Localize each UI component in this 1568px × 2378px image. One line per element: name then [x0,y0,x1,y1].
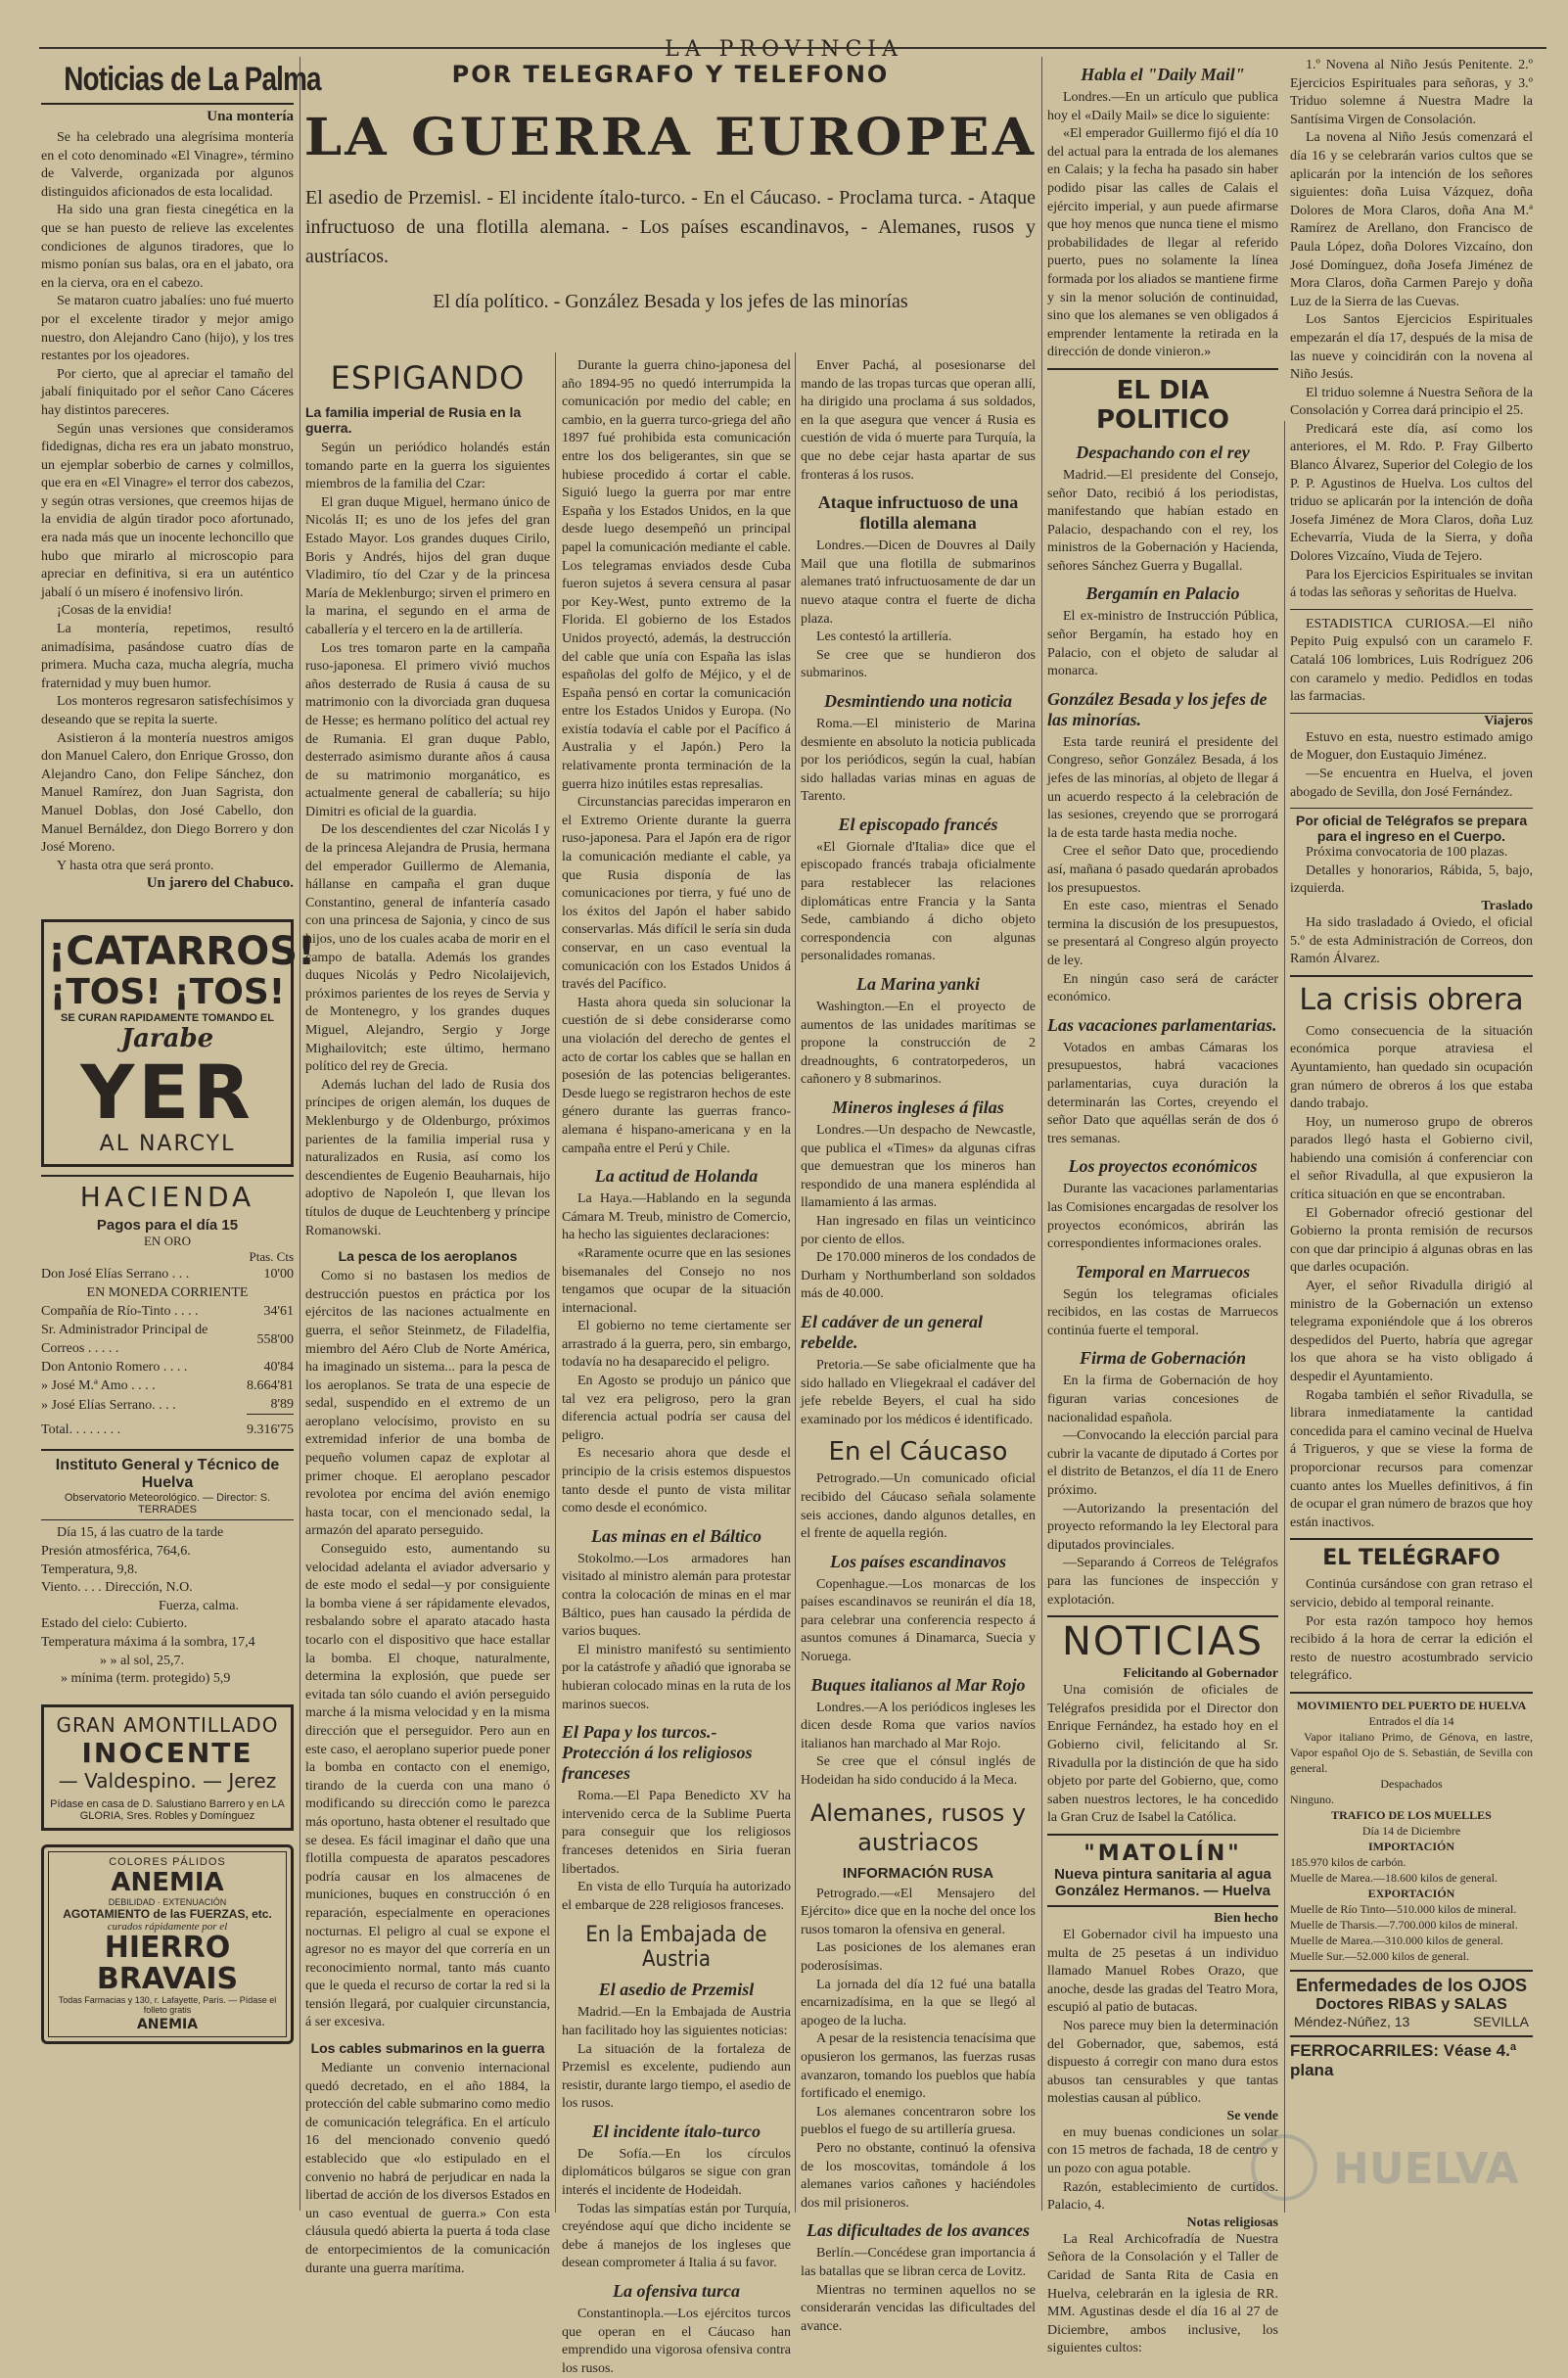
archive-seal-icon [1245,2128,1539,2207]
ad-catarros: ¡CATARROS! ¡TOS! ¡TOS! SE CURAN RAPIDAMENTE TOMANDO EL Jarabe YER AL NARCYL [41,919,294,1167]
column-3 [562,357,791,2378]
ojos-address: Méndez-Núñez, 13 [1294,2013,1410,2029]
article-heading: Los proyectos económicos [1068,1156,1258,1177]
article-body: Mediante un convenio internacional quedó decretado, en el año 1884, la protección del cable submarino como medio de comunicación telegráfica. En el artículo 16 del mencionado convenio quedó establecido que «lo estipulado en el convenio no habrá de perjudicar en nada la libertad de acción de los diversos Estados en un caso eventual de guerra.» Con esta cláusula quedó abierta la puerta á toda clase de entorpecimientos de la comunicación durante una guerra marítima. [305,2061,550,2276]
article-body: Madrid.—En la Embajada de Austria han facilitado hoy las siguientes noticias: La situación de la fortaleza de Przemisl es excelente, pudiendo aun resistir, durante largo tiempo, el asedio de los rusos. [562,2005,792,2112]
article-heading: Buques italianos al Mar Rojo [810,1674,1026,1695]
article-body: El ex-ministro de Instrucción Pública, señor Bergamín, ha estado hoy en Palacio, con el objeto de saludar al monarca. [1047,609,1278,679]
article-body: Petrogrado.—«El Mensajero del Ejército» dice que en la noche del once los rusos tomaron la ofensiva en general. Las posiciones de los alemanes eran poderosísimas. La jornada del día 12 fué una batalla encarnizadísima, en la que se llegó al apogeo de la lucha. A pesar de la resistencia tenacísima que opusieron los germanos, las fuerzas rusas avanzaron, tomando los pueblos que había fortificado el enemigo. Los alemanes concentraron sobre los pueblos el fuego de su artillería gruesa. Pero no obstante, continuó la ofensiva de los moscovitas, tomándole á los alemanes varios cañones y haciéndoles dos mil prisioneros. [801,1886,1036,2211]
archive-stamp [1245,2128,1539,2207]
divider [1290,1692,1533,1694]
article-heading: Los cables submarinos en la guerra [310,2040,545,2057]
banner-kicker: POR TELEGRAFO Y TELEFONO [451,61,890,88]
instituto-title: Instituto General y Técnico de Huelva [55,1457,280,1492]
article-heading: La ofensiva turca [613,2281,740,2302]
divider [1290,808,1533,809]
article-heading: La pesca de los aeroplanos [338,1248,518,1265]
article-body: Roma.—El ministerio de Marina desmiente en absoluto la noticia publicada por los periódicos, según la cual, habían sido halladas varias minas en aguas de Tarento. [801,716,1036,805]
article-body: La Real Archicofradía de Nuestra Señora de la Consolación y el Taller de Caridad de Santa Rita de Casia en Huelva, celebrarán en la iglesia de RR. MM. Agustinas desde el día 16 al 27 de Diciembre, ambos inclusive, los siguientes cultos: [1047,2231,1278,2356]
article-body: Se ha celebrado una alegrísima montería en el coto denominado «El Vinagre», término de Valverde, organizada por algunos distinguidos aficionados de esta localidad. Ha sido una gran fiesta cinegética en la que se han puesto de relieve las excelentes condiciones de algunos tiradores, que lo mismo ponían sus balas, ora en el jabato, ora en la cierva, ora en el cabezo. Se mataron cuatro jabalíes: uno fué muerto por el excelente tirador y mejor amigo nuestro, don Alejandro Cano (hijo), y los tres restantes por los ojeadores. Por cierto, que al apreciar el tamaño del jabalí finiquitado por el señor Cano Cáceres hay distintos pareceres. Según unas versiones que consideramos fidedignas, dicha res era un jabato monstruo, un ejemplar soberbio de carnes y colmillos, que era en «El Vinagre» el terror dos cabezos, y según otras versiones, que creemos hijas de la envidia de algún tirador poco afortunado, era nada más que un inocente lechoncillo que hubo que mirarlo al microscopio para apreciar en definitiva, si era un auténtico jabalí ó un mísero é inofensivo lirón. ¡Cosas de la envidia! La montería, repetimos, resultó animadísima, pasándose cuatro días de primera. Mucha caza, mucha alegría, mucha fraternidad y muy buen humor. Los monteros regresaron satisfechísimos y deseando que se repita la suerte. Asistieron á la montería nuestros amigos don Manuel Calero, don Enrique Grosso, don Alejandro Cano, don Felipe Sánchez, don Manuel Ramírez, don Juan Sagrista, don Manuel Doblas, don José Cabello, don Manuel Bernáldez, don Diego Borrero y don José Moreno. Y hasta otra que será pronto. [41,130,294,873]
column-rule [1284,421,1285,2213]
hacienda-table: Don José Elías Serrano . . . 10'00 EN MONEDA CORRIENTE Compañía de Río-Tinto . . . . 34'61 Sr. Administrador Principal de Correos . . . . . 558'00 Don Antonio Romero . . . . 40'84 » José M.ª Amo . . . . 8.664'81 » José Elías Serrano. . . . 8'89 Total. . . . . . . . 9.316'75 [41,1267,294,1438]
section-title: NOTICIAS [1061,1619,1265,1665]
column-5 [1047,57,1278,2358]
ad-matolin: "MATOLÍN" Nueva pintura sanitaria al agua González Hermanos. — Huelva [1054,1841,1271,1899]
ferrocarriles-notice: FERROCARRILES: Véase 4.ª plana [1290,2040,1517,2079]
article-heading: Mineros ingleses á filas [832,1097,1004,1117]
divider [1047,1905,1278,1907]
article-heading: Traslado [1481,898,1533,913]
article-body: Ha sido trasladado á Oviedo, el oficial 5.º de esta Administración de Correos, don Ramón Álvarez. [1290,914,1533,967]
article-heading: El episcopado francés [838,814,998,834]
article-heading: Ataque infructuoso de una flotilla alemana [817,492,1019,534]
article-body: Continúa cursándose con gran retraso el servicio, debido al temporal reinante. Por esta razón tampoco hoy hemos recibido á la hora de cerrar la edición el resto de nuestro acostumbrado servicio telegráfico. [1290,1577,1533,1684]
article-heading: González Besada y los jefes de las minorías. [1047,688,1268,729]
banner-deck: El asedio de Przemisl. - El incidente ítalo-turco. - En el Cáucaso. - Proclama turca. - Ataque infructuoso de una flotilla alemana. - Los países escandinavos, - Alemanes, rusos y austríacos. [305,187,1036,267]
article-body: Petrogrado.—Un comunicado oficial recibido del Cáucaso señala solamente seis acciones, dando algunos detalles, en el frente de aquella región. [801,1471,1036,1542]
article-body: Próxima convocatoria de 100 plazas. Detalles y honorarios, Rábida, 5, bajo, izquierda. [1290,845,1533,897]
article-body: La Haya.—Hablando en la segunda Cámara M. Treub, ministro de Comercio, ha hecho las siguientes declaraciones: «Raramente ocurre que en las sesiones bisemanales del Consejo no nos tengamos que ocupar de la situación internacional. El gobierno no teme ciertamente ser arrastrado á la guerra, pero, sin embargo, todavía no ha desaparecido el peligro. En Agosto se produjo un pánico que tal vez era peligroso, pero la gran diferencia actual podría ser causa del peligro. Es necesario ahora que desde el principio de la crisis estemos dispuestos tanto desde el punto de vista militar como desde el económico. [562,1191,791,1516]
article-heading: Notas religiosas [1186,2215,1278,2230]
signature: Un jarero del Chabuco. [146,875,294,892]
article-body: Washington.—En el proyecto de aumentos de las unidades marítimas se propone la construcción de 2 dreadnoughts, 6 contratorpederos, un cañonero y 8 submarinos. [801,1000,1036,1088]
article-body: Berlín.—Concédese gran importancia á las batallas que se libran cerca de Lovitz. Mientras no terminen aquellos no se considerarán vencidas las dificultades del avance. [801,2246,1036,2334]
article-body: Londres.—Un despacho de Newcastle, que publica el «Times» da algunas cifras que demuestran que los mineros han respondido de una manera espléndida al llamamiento á las armas. Han ingresado en filas un veinticinco por ciento de ellos. De 170.000 mineros de los condados de Durham y Northumberland son soldados más de 40.000. [801,1123,1036,1302]
article-heading: La actitud de Holanda [594,1166,759,1187]
article-heading: Se vende [1226,2108,1278,2123]
espigando-title: ESPIGANDO [330,359,526,396]
article-heading: En el Cáucaso [828,1437,1008,1468]
article-heading: El cadáver de un general rebelde. [801,1311,983,1352]
article-body: Stokolmo.—Los armadores han visitado al ministro alemán para protestar contra la colocación de minas en el mar Báltico, pues han causado la pérdida de varios buques. El ministro manifestó su sentimiento por la catástrofe y añadió que ignoraba se hubieran colocado minas en la ruta de los marinos suecos. [562,1551,791,1712]
divider [41,1449,294,1451]
article-body: Londres.—A los periódicos ingleses les dicen desde Roma que varios navíos italianos han marchado al Mar Rojo. Se cree que el cónsul inglés de Hodeidan ha sido conducido á la Meca. [801,1700,1036,1789]
article-body: Roma.—El Papa Benedicto XV ha intervenido cerca de la Sublime Puerta para conseguir que los religiosos franceses detenidos en Siria fueran libertados. En vista de ello Turquía ha autorizado el embarque de 228 religiosos franceses. [562,1789,791,1913]
column-6 [1290,57,1533,2080]
article-body: De Sofía.—En los círculos diplomáticos búlgaros se sigue con gran interés el incidente de Hodeidah. Todas las simpatías están por Turquía, creyéndose aquí que dicho incidente se debe á manejos de los ingleses que desean comprometer á Italia á su favor. [562,2146,791,2271]
article-heading: El incidente ítalo-turco [591,2121,761,2141]
article-body: Esta tarde reunirá el presidente del Congreso, señor González Besada, á los jefes de las minorías, al objeto de llegar á un acuerdo respecto á la celebración de las sesiones, creyendo que se prorrogará la de esta tarde hasta media noche. Cree el señor Dato que, procediendo así, mañana ó pasado quedarán aprobados los presupuestos. En este caso, mientras el Senado termina la discusión de los presupuestos, se presentará al Congreso algún proyecto de ley. En ningún caso será de carácter económico. [1047,734,1278,1005]
section-title: EL TELÉGRAFO [1322,1546,1500,1571]
section-title: Noticias de La Palma [64,61,321,98]
article-body: en muy buenas condiciones un solar con 15 metros de fachada, 18 de centro y un pozo con agua potable. Razón, establecimiento de curtidos. Palacio, 4. [1047,2124,1278,2214]
article-heading: Bien hecho [1214,1910,1278,1926]
article-heading: Las vacaciones parlamentarias. [1047,1014,1277,1035]
article-body: Pretoria.—Se sabe oficialmente que ha sido hallado en Vliegekraal el cadáver del jefe rebelde Beyers, el cual ha sido examinado por los médicos é identificado. [801,1357,1036,1427]
article-heading: Firma de Gobernación [1079,1348,1246,1369]
article-body: Una comisión de oficiales de Telégrafos presidida por el Director don Enrique Fernández, ha estado hoy en el Gobierno civil, felicitando al Sr. Rivadulla por la distinción de que ha sido objeto por parte del Gobierno, que, como saben nuestros lectores, le ha concedido la Gran Cruz de Isabel la Católica. [1047,1683,1278,1826]
article-heading: Despachando con el rey [1076,442,1250,462]
svg-text:HUELVA: HUELVA [1333,2144,1519,2194]
divider [1290,1970,1533,1972]
ad-amontillado: GRAN AMONTILLADO INOCENTE — Valdespino. — Jerez Pídase en casa de D. Salustiano Barrero y en LA GLORIA, Sres. Robles y Domínguez [41,1704,294,1831]
column-4 [801,357,1036,2336]
column-1: Noticias de La Palma Una montería Se ha celebrado una alegrísima montería en el coto denominado «El Vinagre», término de Valverde, organizada por algunos distinguidos aficionados de esta localidad. Ha sido una gran fiesta cinegética en la que se han puesto de relieve las excelentes condiciones de algunos tiradores, que lo mismo ponían sus balas, ora en el jabato, ora en la cierva, ora en el cabezo. Se mataron cuatro jabalíes: uno fué muerto por el excelente tirador y mejor amigo nuestro, don Alejandro Cano (hijo), y los tres restantes por los ojeadores. Por cierto, que al apreciar el tamaño del jabalí finiquitado por el señor Cano Cáceres hay distintos pareceres. Según unas versiones que consideramos fidedignas, dicha res era un jabato monstruo, un ejemplar soberbio de carnes y colmillos, que era en «El Vinagre» el terror dos cabezos, y según otras versiones, que creemos hijas de la envidia de algún tirador poco afortunado, era nada más que un inocente lechoncillo que hubo que mirarlo al microscopio para apreciar en definitiva, si era un auténtico jabalí ó un mísero é inofensivo lirón. ¡Cosas de la envidia! La montería, repetimos, resultó animadísima, pasándose cuatro días de primera. Mucha caza, mucha alegría, mucha fraternidad y muy buen humor. Los monteros regresaron satisfechísimos y deseando que se repita la suerte. Asistieron á la montería nuestros amigos don Manuel Calero, don Enrique Grosso, don Alejandro Cano, don Felipe Sánchez, don Manuel Ramírez, don Juan Sagrista, don Manuel Doblas, don José Cabello, don Manuel Bernáldez, don Diego Borrero y don José Moreno. Y hasta otra que será pronto. Un jarero del Chabuco. ¡CATARROS! ¡TOS! ¡TOS! SE CURAN RAPIDAMENTE TOMANDO EL Jarabe YER AL NARCYL HACIENDA Pagos para el día 15 EN ORO Ptas. Cts Don José Elías Serrano . . . 10'00 EN MONEDA CORRIENTE Compañía de Río-Tinto . . . . 34'61 Sr. Administrador Principal de Correos . . . . . 558'00 Don Antonio Romero . . . . 40'84 » José M.ª Amo . . . . 8.664'81 » José Elías Serrano. . . . 8'89 Total. . . . . . . . 9.316'75 Instituto General y Técnico de Huelva Observatorio Meteorológico. — Director: S. TERRADES Día 15, á las cuatro de la tarde Presión atmosférica, 764,6. Temperatura, 9,8. Viento. . . . Dirección, N.O. Fuerza, calma. Estado del cielo: Cubierto. Temperatura máxima á la sombra, 17,4 » » al sol, 25,7. » mínima (term. protegido) 5,9 GRAN AMONTILLADO INOCENTE — Valdespino. — Jerez Pídase en casa de D. Salustiano Barrero y en LA GLORIA, Sres. Robles y Domínguez COLORES PÁLIDOS ANEMIA DEBILIDAD · EXTENUACIÓN AGOTAMIENTO de las FUERZAS, etc. curados rápidamente por el HIERRO BRAVAIS Todas Farmacias y 130, r. Lafayette, París. — Pídase el folleto gratis ANEMIA [41,57,294,2052]
section-title: EL DIA POLITICO [1096,375,1229,435]
divider [1290,2035,1533,2037]
article-heading: INFORMACIÓN RUSA [842,1864,994,1882]
article-body: Votados en ambas Cámaras los presupuestos, habrá vacaciones parlamentarias, cuya duración la determinarán las Cortes, creyendo el señor Dato que aquéllas serán de dos ó tres semanas. [1047,1040,1278,1146]
article-body: Durante la guerra chino-japonesa del año 1894-95 no quedó interrumpida la comunicación por medio del cable; en cambio, en la guerra turco-griega del año 1897 fué prohibida esta comunicación entre los dos beligerantes, sin que se hubiese procedido á cortar el cable. Siguió luego la guerra por mar entre España y los Estados Unidos, en la que desde luego desempeñó un principal papel la comunicación mediante el cable. Los telegramas enviados desde Cuba fueron sujetos á severa censura al pasar por Key-West, punto extremo de la Florida. El gobierno de los Estados Unidos proyectó, además, la destrucción del cable que unía con España las islas españolas del golfo de Méjico, y el de España pensó en cortar la comunicación entre los Estados Unidos y Europa. (No existía todavía el cable por el Pacífico á Australia y el Japón.) Pero la relativamente pronta terminación de la guerra hizo inútiles estas represalias. Circunstancias parecidas imperaron en el Extremo Oriente durante la guerra ruso-japonesa. Para el Japón era de rigor la comunicación mediante el cable, ya que Rusia disponía de las comunicaciones por tierra, y fué uno de los éxitos del Japón el haber sabido conservarlas. Más difícil le sería sin duda conservar, en un caso eventual la comunicación con los Estados Unidos á través del Pacífico. Hasta ahora queda sin solucionar la cuestión de si debe considerarse como una violación del derecho de gentes el acto de cortar los cables que se hallan en posesión de las potencias beligerantes. Desde luego se registraron hechos de este género durante las guerras franco-alemana é hispano-americana y en la campaña entre el Perú y Chile. [562,358,791,1156]
divider [41,103,294,105]
divider [1290,609,1533,610]
article-body: Madrid.—El presidente del Consejo, señor Dato, recibió á los periodistas, manifestando que habían estado en Palacio, despachando con el rey, los ministros de la Gobernación y Hacienda, señores Sánchez Guerra y Bugallal. [1047,467,1278,574]
puerto-section: MOVIMIENTO DEL PUERTO DE HUELVA Entrados el día 14 Vapor italiano Primo, de Génova, en lastre, Vapor español Ojo de S. Sebastián, de Sevilla con general. Despachados Ninguno. TRAFICO DE LOS MUELLES Día 14 de Diciembre IMPORTACIÓN 185.970 kilos de carbón. Muelle de Marea.—18.600 kilos de general. EXPORTACIÓN Muelle de Río Tinto—510.000 kilos de mineral. Muelle de Tharsis.—7.700.000 kilos de mineral. Muelle de Marea.—310.000 kilos de general. Muelle Sur.—52.000 kilos de general. [1290,1698,1533,1963]
article-heading: Los países escandinavos [830,1551,1006,1571]
article-body: Según los telegramas oficiales recibidos, en las costas de Marruecos continúa fuerte el temporal. [1047,1286,1278,1338]
article-body: ESTADISTICA CURIOSA.—El niño Pepito Puig expulsó con un caramelo F. Catalá 106 lombrices, Luis Rodríguez 206 con caramelo y medio. Pedidlos en todas las farmacias. [1290,616,1533,705]
divider [41,1175,294,1177]
article-heading: El Papa y los turcos.-Protección á los religiosos franceses [562,1722,753,1784]
divider [41,1519,294,1520]
top-rule [39,47,1546,49]
ojos-city: SEVILLA [1473,2013,1529,2029]
article-heading: En la Embajada de Austria [585,1923,767,1973]
running-header: LA PROVINCIA [665,37,903,62]
column-rule [555,352,556,2213]
hacienda-title: HACIENDA [79,1181,255,1214]
article-heading: Alemanes, rusos y austriacos [809,1798,1027,1856]
article-body: Copenhague.—Los monarcas de los países escandinavos se reunirán el día 18, para celebrar una conferencia respecto á asuntos comunes á Dinamarca, Suecia y Noruega. [801,1576,1036,1665]
banner-headline: LA GUERRA EUROPEA [303,108,1038,167]
article-heading: Desmintiendo una noticia [823,690,1013,711]
banner-politico: El día político. - González Besada y los jefes de las minorías [433,291,908,312]
article-body: El Gobernador civil ha impuesto una multa de 25 pesetas á un individuo llamado Manuel Robes Orazo, que anoche, desde las gradas del Teatro Mora, escupió al patio de butacas. Nos parece muy bien la determinación del Gobernador, que, sabemos, está dispuesto á corregir con mano dura estos abusos tan censurables y que tantas molestias causan al público. [1047,1927,1278,2107]
meteo-data: Día 15, á las cuatro de la tarde Presión atmosférica, 764,6. Temperatura, 9,8. Viento. . . . Dirección, N.O. Fuerza, calma. Estado del cielo: Cubierto. Temperatura máxima á la sombra, 17,4 » » al sol, 25,7. » mínima (term. protegido) 5,9 [41,1525,255,1687]
article-body: Como si no bastasen los medios de destrucción puestos en práctica por los ejércitos de las naciones actualmente en guerra, el señor Steinmetz, de Filadelfia, miembro del Aéro Club de Norte América, ha imaginado un sistema... para la pesca de los aeroplanos. Se trata de una especie de sedal, suspendido en el extremo de un aeroplano velocísimo, provisto en su extremidad inferior de una bomba de pequeño volumen capaz de explotar al primer choque. El aeroplano pescador revolotea por encima del avión enemigo hasta tocar, con el mencionado sedal, la armazón del aparato perseguido. Conseguido esto, aumentando su velocidad adelanta el aviador adversario y de este modo el sedal—y por consiguiente la bomba viene á ser rápidamente elevados, resbalando sobre el aparato atacado hasta tocarlo con el dispositivo que hace estallar la bomba. El choque, naturalmente, determina la explosión, que puede ser evitada tan sólo cuando el avión perseguido marche á la misma velocidad y en la misma dirección que el perseguidor. Pero aun en este caso, el aeroplano superior puede poner la bomba en contacto con el enemigo, tirando de la cuerda con una mano ó modificando su dirección como le parezca más oportuno, hasta obtener el resultado que se desea. Es fácil imaginar el daño que una flotilla compuesta de aparatos pescadores podría causar en los almacenes de municiones, buques en construcción ó en reparación, especialmente en operaciones nocturnas. El peligro al cual se expone el agresor no es mayor del que correría en un reconocimiento normal, tanto más cuanto que le queda el recurso de cortar la red si la tensión llegará, por cualquier circunstancia, á ser excesiva. [305,1269,550,2030]
article-heading: La Marina yanki [855,974,981,995]
article-heading: La familia imperial de Rusia en la guerra. [305,404,522,436]
divider [1047,1834,1278,1836]
divider [1047,1615,1278,1617]
article-body: Londres.—En un artículo que publica hoy el «Daily Mail» se dice lo siguiente: «El emperador Guillermo fijó el día 10 del actual para la entrada de los alemanes en Calais; y la fecha ha pasado sin haber podido pisar las calles de Calais el ejército imperial, y aun puede afirmarse que hoy menos que nunca tiene el mismo probabilidades de llegar al referido puerto, pues no solamente la línea formada por los aliados se mantiene firme y sin la menor solución de continuidad, sino que los alemanes se ven obligados á emprender lentamente la retirada en la dirección de donde vinieron.» [1047,90,1278,360]
article-body: Según un periódico holandés están tomando parte en la guerra los siguientes miembros de la familia del Czar: El gran duque Miguel, hermano único de Nicolás II; es uno de los jefes del gran Estado Mayor. Los grandes duques Cirilo, Boris y Andrés, hijos del gran duque Vladimiro, tío del Czar y de la princesa María de Meklenburgo; sirven el primero en la marina, el segundo en el arma de caballería y el tercero en la de artillería. Los tres tomaron parte en la campaña ruso-japonesa. El primero vivió muchos años desterrado de Rusia á causa de su matrimonio con la divorciada gran duquesa de Hesse; es hermano político del actual rey de Rumania. El gran duque Pablo, desterrado asimismo durante años á causa de su matrimonio morganático, es actualmente general de caballería; su hijo Dimitri es oficial de la guardia. De los descendientes del czar Nicolás I y de la princesa Alejandra de Prusia, hermana del emperador Guillermo de Alemania, hállanse en campaña el gran duque Constantino, general de infantería casado con una princesa de Sajonia, y cinco de sus hijos, uno de los cuales acaba de morir en el campo de batalla. Además los grandes duques Nicolás y Pedro Nicolaijevich, próximos parientes de los reyes de Servia y de Montenegro, y los grandes duques Miguel, Alejandro, Sergio y Jorge Mighailovitch; este último, hermano político del rey de Grecia. Además luchan del lado de Rusia dos príncipes de origen alemán, los duques de Meklenburgo y de Oldenburgo, próximos parientes de la familia imperial rusa y naturalizados en Rusia, así como los descendientes de Eugenio Beauharnais, hijo adoptivo de Napoleón I, que llevan los títulos de duque de Leuchtenberg y príncipe Romanowski. [305,441,550,1238]
ad-hierro-bravais: COLORES PÁLIDOS ANEMIA DEBILIDAD · EXTENUACIÓN AGOTAMIENTO de las FUERZAS, etc. curados rápidamente por el HIERRO BRAVAIS Todas Farmacias y 130, r. Lafayette, París. — Pídase el folleto gratis ANEMIA [41,1844,294,2044]
article-body: Constantinopla.—Los ejércitos turcos que operan en el Cáucaso han emprendido una vigorosa ofensiva contra los rusos. [562,2307,791,2376]
article-body: 1.º Novena al Niño Jesús Penitente. 2.º Ejercicios Espirituales para señoras, y 3.º Triduo solemne á Nuestra Madre la Santísima Virgen de Consolación. La novena al Niño Jesús comenzará el día 16 y se celebrarán varios cultos que se aplicarán por la intención de los señores siguientes: doña Luisa Vázquez, doña Dolores de Mora Claros, doña Ana M.ª Ramírez de Arellano, don Francisco de Paula López, doña Dolores Vizcaíno, don José Domínguez, doña Josefa Jiménez de Mora Claros, doña Carmen Parejo y doña Luz de la Sierra de las Cuevas. Los Santos Ejercicios Espirituales empezarán el día 17, después de la misa de las nueve y coincidirán con la novena al Niño Jesús. El triduo solemne á Nuestra Señora de la Consolación y Correa dará principio el 25. Predicará este día, así como los anteriores, el M. Rdo. P. Fray Gilberto Blanco Álvarez, Superior del Colegio de los P. P. Agustinos de Huelva. Los cultos del triduo se aplicarán por la intención de doña Josefa Jiménez de Mora Claros, doña Luz Echevarría, Viuda de la Sierra, y doña Dolores Vizcaíno, Viuda de Tejero. Para los Ejercicios Espirituales se invitan á todas las señoras y señoritas de Huelva. [1290,58,1533,601]
column-rule [1041,57,1042,2211]
ad-ojos: Enfermedades de los OJOS Doctores RIBAS y SALAS Méndez-Núñez, 13 SEVILLA [1294,1975,1529,2029]
article-heading: Una montería [207,109,294,124]
article-heading: Las dificultades de los avances [807,2220,1030,2241]
article-heading: Temporal en Marruecos [1075,1261,1251,1282]
article-heading: Habla el "Daily Mail" [1081,65,1245,84]
article-heading: El asedio de Przemisl [598,1980,755,2000]
column-rule [795,352,796,2213]
section-title: La crisis obrera [1299,982,1524,1017]
war-banner [305,61,1036,313]
article-body: Durante las vacaciones parlamentarias las Comisiones encargadas de resolver los proyectos económicos, abrirán las correspondientes informaciones orales. [1047,1182,1278,1252]
column-2 [305,357,550,2278]
article-body: «El Giornale d'Italia» dice que el episcopado francés trabaja oficialmente para restablecer las relaciones diplomáticas entre Francia y la Santa Sede, cambiando á dicho objeto correspondencia con algunas personalidades romanas. [801,839,1036,964]
article-heading: Felicitando al Gobernador [1123,1666,1278,1682]
article-heading: Viajeros [1484,713,1533,728]
article-body: Como consecuencia de la situación económica porque atraviesa el Ayuntamiento, han quedado sin ocupación gran número de obreros á los que estaba dando trabajo. Hoy, un numeroso grupo de obreros parados llegó hasta el Gobierno civil, habiendo una comisión á conferenciar con el señor Rivadulla, al que expusieron la crítica situación en que se encontraban. El Gobernador ofreció gestionar del Gobierno la pronta remisión de recursos con que dar principio á algunas obras en las que darles ocupación. Ayer, el señor Rivadulla dirigió al ministro de la Gobernación un extenso telegrama exponiéndole que á los obreros despedidos del Puerto, habría que agregar los que ahora se ha visto obligado á despedir el Ayuntamiento. Rogaba también el señor Rivadulla, se librara inmediatamente la cantidad concedida para el camino vecinal de Huelva á Trigueros, y que se viese la forma de proporcionar recursos para comenzar cuanto antes los Muelles definitivos, á fin de ocupar el gran número de brazos que hoy están inactivos. [1290,1023,1534,1530]
article-heading: Las minas en el Báltico [590,1525,761,1546]
divider [1047,368,1278,370]
article-body: Estuvo en esta, nuestro estimado amigo de Moguer, don Eustaquio Jiménez. —Se encuentra en Huelva, el joven abogado de Sevilla, don José Fernández. [1290,729,1533,800]
article-heading: Por oficial de Telégrafos se prepara para el ingreso en el Cuerpo. [1295,813,1528,845]
article-heading: Bergamín en Palacio [1085,583,1240,604]
divider [1290,1538,1533,1540]
divider [1290,975,1533,977]
article-body: Enver Pachá, al posesionarse del mando de las tropas turcas que operan allí, ha dirigido una proclama á sus soldados, en la que asegura que vencer á Rusia es cuestión de vida ó muerte para Turquía, la que no debe cejar hasta apartar de sus fronteras á los rusos. [801,358,1036,483]
article-body: Londres.—Dicen de Douvres al Daily Mail que una flotilla de submarinos alemanes trató infructuosamente de dar un nuevo ataque contra el fuerte de dicha plaza. Les contestó la artillería. Se cree que se hundieron dos submarinos. [801,538,1036,681]
article-body: En la firma de Gobernación de hoy figuran varias concesiones de nacionalidad española. —Convocando la elección parcial para cubrir la vacante de diputado á Cortes por el distrito de Betanzos, el día 11 de Enero próximo. —Autorizando la presentación del proyecto reformando la ley Electoral para diputados provinciales. —Separando á Correos de Telégrafos para las funciones de inspección y explotación. [1047,1374,1278,1608]
